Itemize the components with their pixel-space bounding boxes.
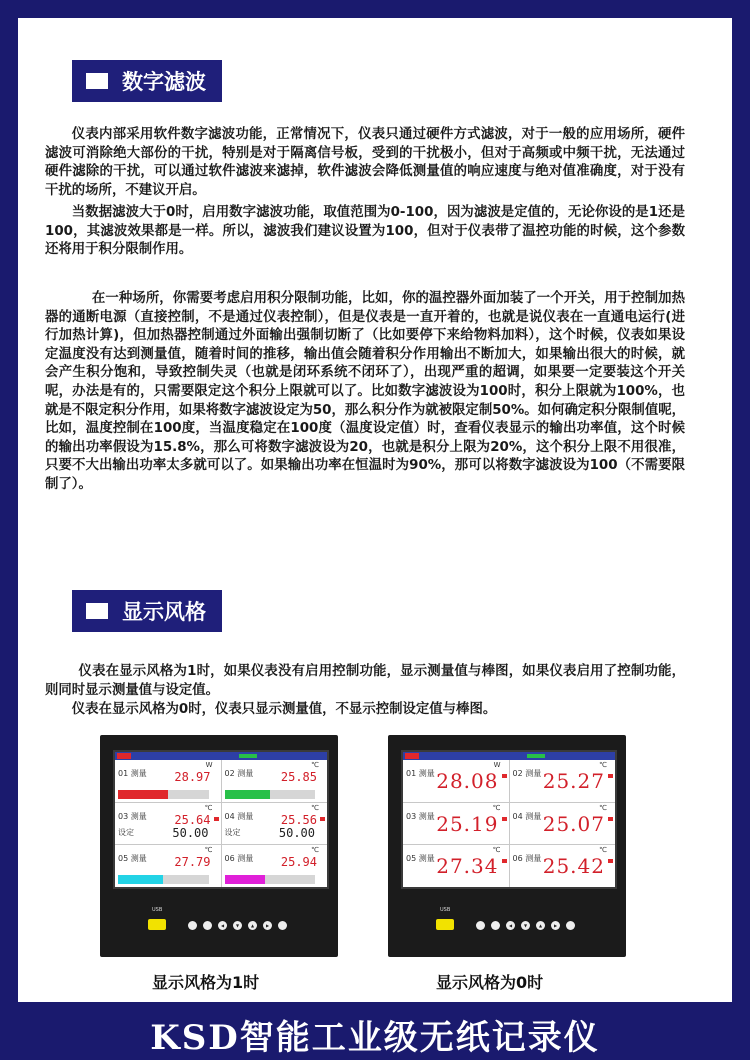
unit-label: ℃ <box>492 846 501 855</box>
paragraph: 仪表在显示风格为0时，仪表只显示测量值，不显示控制设定值与棒图。 <box>71 702 497 717</box>
alarm-indicator <box>502 859 507 863</box>
paragraph: 在一种场所，你需要考虑启用积分限制功能，比如，你的温控器外面加装了一个开关，用于控制加热器的通断电源（直接控制，不是通过仪表控制），但是仪表是一直开着的，也就是说仪表在一直通电运行(进行加热计算)，但加热器控制通过外面输出强制切断了（比如要停下来给物料加料），这个时候，仪表如果设定温度没有达到测量值，随着时间的推移，输出值会随着积分作用输出不断加大，如果输出很大的时候，就会产生积分饱和，导致控制失灵（也就是闭环系统不闭环了），出现严重的超调，如果要一定要装这个开关呢，办法是有的，只需要限定这个积分上限就可以了。比如数字滤波设为100时，积分上限就为100%，也就是不限定积分作用，如果将数字滤波设定为50，那么积分作为就被限定制50%。如何确定积分限制值呢，比如，温度控制在100度，当温度稳定在100度（温度设定值）时，查看仪表显示的输出功率值，这个时候的输出功率假设为15.8%，那么可将数字滤波设为20，也就是积分上限为20%，这个积分上限不用很准，只要不大出输出功率太多就可以了。如果输出功率在恒温时为90%，那可以将数字滤波设为100（不需要限制了）。 <box>45 291 685 492</box>
bar-fill <box>225 875 266 884</box>
channel-label: 05 测量 <box>118 854 147 864</box>
square-bullet-icon <box>86 73 108 89</box>
exit-button[interactable] <box>566 921 575 930</box>
usb-port[interactable] <box>436 919 454 930</box>
measured-value: 28.97 <box>174 770 211 784</box>
device-screen <box>113 750 329 889</box>
paragraph: 当数据滤波大于0时，启用数字滤波功能，取值范围为0-100，因为滤波是定值的，无论你设的是1还是100，其滤波效果都是一样。所以，滤波我们建议设置为100，但对于仪表带了温控功能的时候，这个参数还将用于积分限制作用。 <box>45 205 685 258</box>
unit-label: ℃ <box>599 761 607 769</box>
channel-cell <box>403 845 509 887</box>
measured-value: 27.79 <box>174 855 211 870</box>
func-button[interactable] <box>188 921 197 930</box>
channel-grid <box>115 760 327 887</box>
measured-value: 25.07 <box>542 811 605 836</box>
recorder-device-style-0 <box>388 735 626 957</box>
up-arrow-button[interactable]: ▲ <box>536 921 545 930</box>
caption-style-0: 显示风格为0时 <box>436 973 544 992</box>
unit-label: ℃ <box>311 803 319 812</box>
unit-label: ℃ <box>492 803 501 812</box>
caption-style-1: 显示风格为1时 <box>152 973 260 992</box>
unit-label: ℃ <box>599 846 607 855</box>
usb-label: USB <box>440 907 451 913</box>
usb-label: USB <box>152 907 163 913</box>
bar-graph <box>225 790 316 799</box>
channel-cell <box>222 803 328 845</box>
section-title: 显示风格 <box>122 600 206 624</box>
bar-graph <box>225 875 316 884</box>
measured-value: 25.42 <box>542 854 605 879</box>
right-arrow-button[interactable]: ▶ <box>551 921 560 930</box>
left-arrow-button[interactable]: ◀ <box>506 921 515 930</box>
bar-graph <box>118 790 209 799</box>
unit-label: W <box>205 761 213 769</box>
setpoint-label: 设定 <box>118 828 134 838</box>
setpoint-value: 50.00 <box>278 826 315 841</box>
bar-fill <box>225 790 270 799</box>
channel-cell <box>222 760 328 802</box>
setpoint-label: 设定 <box>224 828 241 838</box>
channel-label: 02 测量 <box>512 769 542 778</box>
unit-label: W <box>493 761 501 769</box>
recorder-device-style-1 <box>100 735 338 957</box>
down-arrow-button[interactable]: ▼ <box>233 921 242 930</box>
tab-button[interactable] <box>203 921 212 930</box>
alarm-indicator <box>502 817 507 821</box>
bar-graph <box>118 875 209 884</box>
up-arrow-button[interactable]: ▲ <box>248 921 257 930</box>
channel-grid <box>403 760 615 887</box>
usb-port[interactable] <box>148 919 166 930</box>
square-bullet-icon <box>86 603 108 619</box>
measured-value: 25.27 <box>542 769 605 793</box>
channel-label: 05 测量 <box>406 854 435 864</box>
measured-value: 27.34 <box>436 854 499 879</box>
section-heading-display-style <box>72 590 222 632</box>
paragraph: 仪表在显示风格为1时，如果仪表没有启用控制功能，显示测量值与棒图，如果仪表启用了控制功能，则同时显示测量值与设定值。 <box>45 664 685 698</box>
channel-cell <box>222 845 328 887</box>
channel-label: 01 测量 <box>118 769 147 778</box>
channel-label: 06 测量 <box>224 854 254 864</box>
footer-title: KSD智能工业级无纸记录仪 <box>150 1018 600 1058</box>
unit-label: ℃ <box>204 846 213 855</box>
tab-button[interactable] <box>491 921 500 930</box>
channel-cell <box>510 803 616 845</box>
channel-cell <box>115 845 221 887</box>
measured-value: 25.56 <box>280 812 317 827</box>
status-bar <box>403 752 615 760</box>
channel-cell <box>403 803 509 845</box>
down-arrow-button[interactable]: ▼ <box>521 921 530 930</box>
channel-label: 03 测量 <box>118 811 147 821</box>
right-arrow-button[interactable]: ▶ <box>263 921 272 930</box>
unit-label: ℃ <box>204 803 213 812</box>
alarm-indicator <box>502 774 507 778</box>
alarm-indicator <box>608 859 613 863</box>
func-button[interactable] <box>476 921 485 930</box>
measured-value: 25.19 <box>436 811 499 836</box>
measured-value: 25.64 <box>174 812 211 827</box>
channel-label: 03 测量 <box>406 811 435 821</box>
section-title: 数字滤波 <box>122 70 206 94</box>
channel-label: 06 测量 <box>512 854 542 864</box>
status-bar <box>115 752 327 760</box>
paragraph: 仪表内部采用软件数字滤波功能，正常情况下，仪表只通过硬件方式滤波，对于一般的应用场所，硬件滤波可消除绝大部份的干扰，特别是对于隔离信号板，受到的干扰极小，但对于高频或中频干扰，无法通过硬件滤除的干扰，可以通过软件滤波来滤掉，软件滤波会降低测量值的响应速度与绝对值准确度，对于没有干扰的场所，不建议开启。 <box>45 127 685 198</box>
unit-label: ℃ <box>311 761 319 769</box>
alarm-indicator <box>608 817 613 821</box>
unit-label: ℃ <box>311 846 319 855</box>
channel-cell <box>115 760 221 802</box>
channel-label: 02 测量 <box>224 769 254 778</box>
channel-cell <box>403 760 509 802</box>
exit-button[interactable] <box>278 921 287 930</box>
left-arrow-button[interactable]: ◀ <box>218 921 227 930</box>
setpoint-value: 50.00 <box>172 826 209 841</box>
channel-label: 04 测量 <box>224 811 254 821</box>
device-screen <box>401 750 617 889</box>
channel-cell <box>510 760 616 802</box>
measured-value: 25.85 <box>280 770 317 784</box>
channel-label: 04 测量 <box>512 811 542 821</box>
channel-label: 01 测量 <box>406 769 435 778</box>
section-heading-digital-filter <box>72 60 222 102</box>
bar-fill <box>118 790 168 799</box>
channel-cell <box>115 803 221 845</box>
alarm-indicator <box>320 817 325 821</box>
alarm-indicator <box>214 817 219 821</box>
bar-fill <box>118 875 163 884</box>
channel-cell <box>510 845 616 887</box>
measured-value: 28.08 <box>436 769 499 793</box>
measured-value: 25.94 <box>280 855 317 870</box>
unit-label: ℃ <box>599 803 607 812</box>
alarm-indicator <box>608 774 613 778</box>
